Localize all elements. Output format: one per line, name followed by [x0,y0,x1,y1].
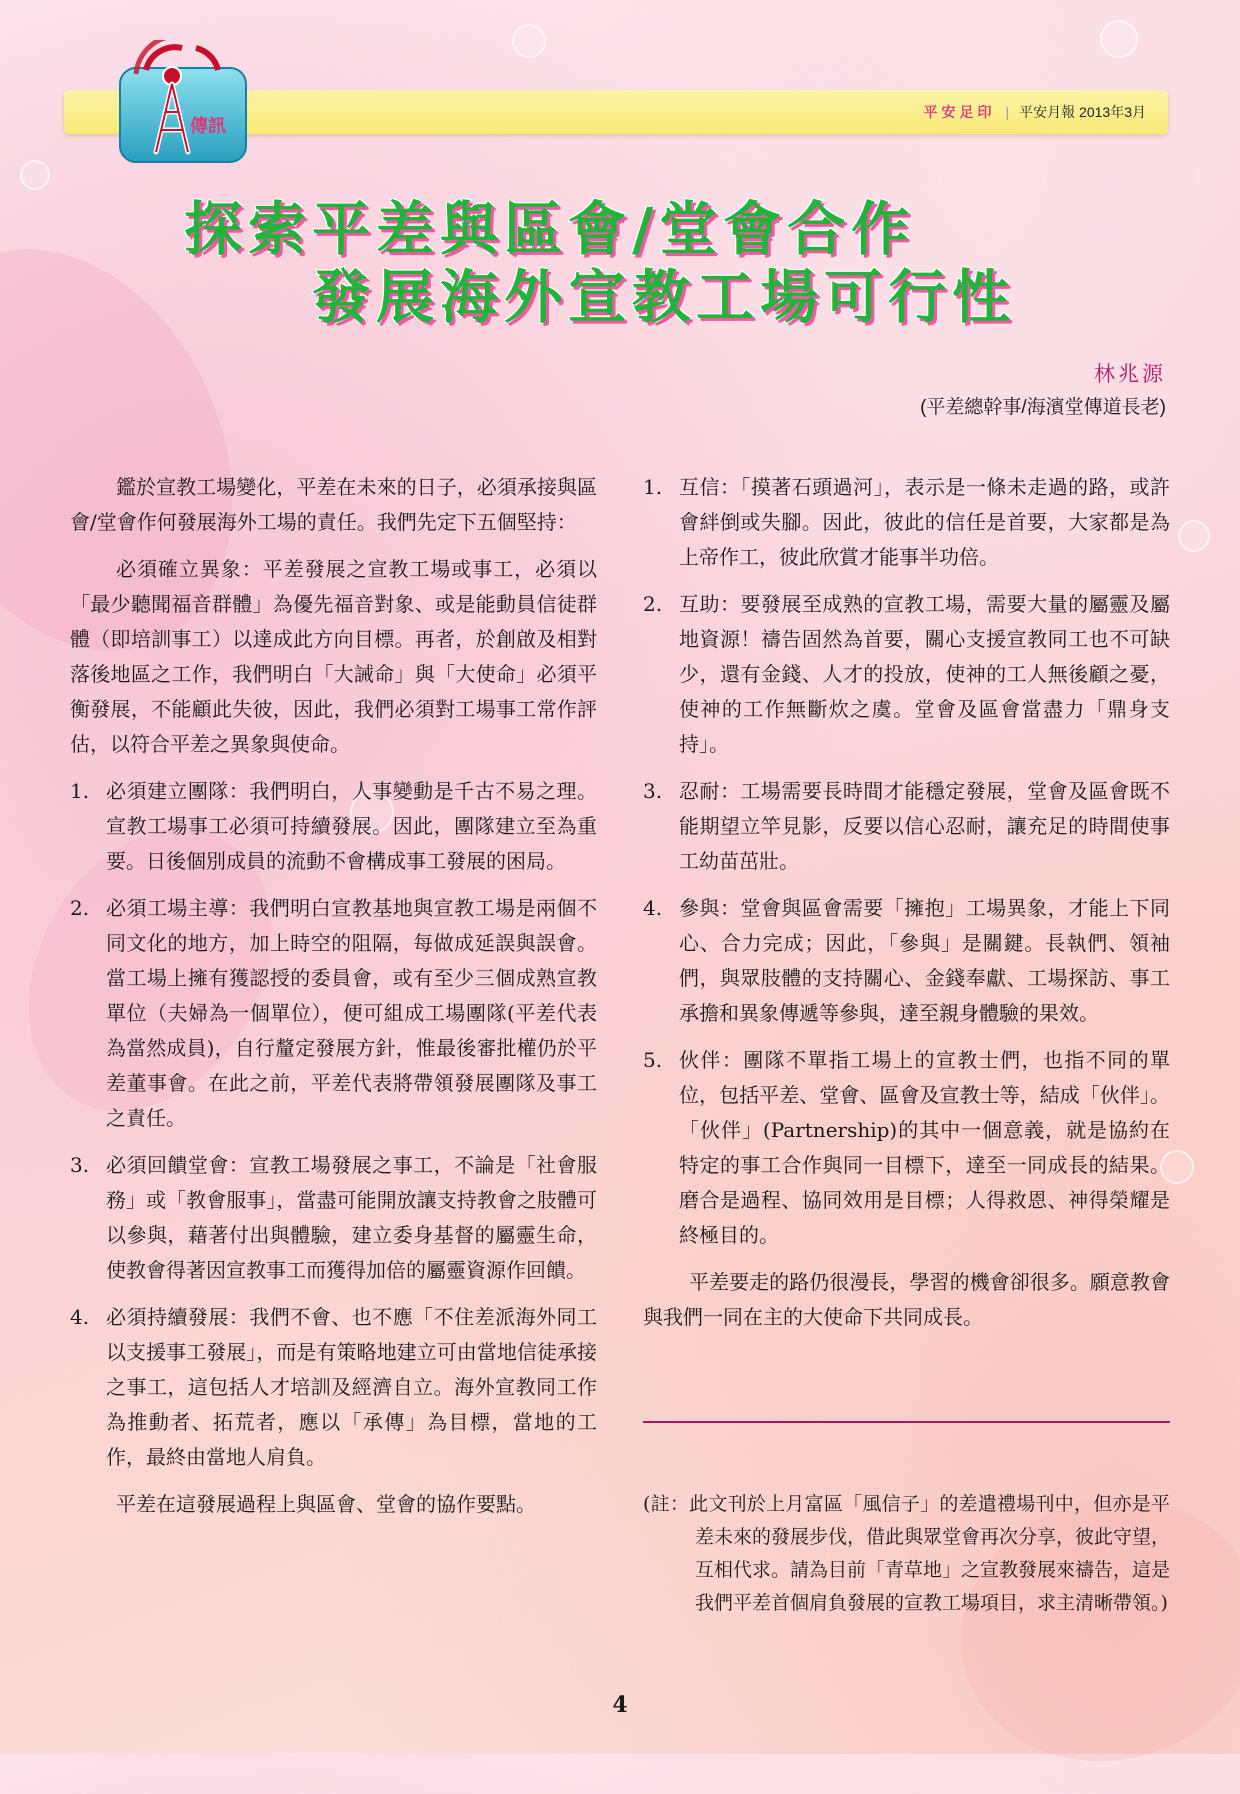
list-item [70,891,597,1136]
item-number: 3. [643,779,663,803]
article-title-line-2: 發展海外宣教工場可行性 [312,263,1017,331]
item-number: 2. [70,896,90,920]
intro-paragraph: 鑑於宣教工場變化，平差在未來的日子，必須承接與區會/堂會作何發展海外工場的責任。我們先定下五個堅持： [70,475,597,534]
antenna-icon [116,40,256,166]
background-bubble [20,160,50,190]
item-text: 伙伴：團隊不單指工場上的宣教士們，也指不同的單位，包括平差、堂會、區會及宣教士等，結成「伙伴」。「伙伴」(Partnership)的其中一個意義，就是協約在特定的事工合作與同一目標下，達至一同成長的結果。磨合是過程、協同效用是目標；人得救恩、神得榮耀是終極目的。 [679,1048,1170,1247]
footnote-lead: (註： [643,1493,690,1515]
header-info [924,102,1146,122]
list-item [70,774,597,879]
item-text: 必須持續發展：我們不會、也不應「不住差派海外同工以支援事工發展」，而是有策略地建立可由當地信徒承接之事工，這包括人才培訓及經濟自立。海外宣教同工作為推動者、拓荒者，應以「承傳」為目標，當地的工作，最終由當地人肩負。 [106,1305,597,1469]
item-text: 必須建立團隊：我們明白，人事變動是千古不易之理。宣教工場事工必須可持續發展。因此，團隊建立至為重要。日後個別成員的流動不會構成事工發展的困局。 [106,779,597,873]
section-divider [643,1421,1170,1423]
author-role: (平差總幹事/海濱堂傳道長老) [920,397,1166,418]
section-logo [116,40,256,166]
item-text: 參與：堂會與區會需要「擁抱」工場異象，才能上下同心、合力完成；因此，「參與」是關鍵。長執們、領袖們，與眾肢體的支持關心、金錢奉獻、工場探訪、事工承擔和異象傳遞等參與，達至親身體驗的果效。 [679,896,1170,1025]
item-number: 1. [70,779,90,803]
right-column [643,470,1170,1347]
item-text: 忍耐：工場需要長時間才能穩定發展，堂會及區會既不能期望立竿見影，反要以信心忍耐，讓充足的時間使事工幼苗茁壯。 [679,779,1170,873]
list-item [643,587,1170,762]
logo-label: 傳訊 [190,116,226,137]
list-item [70,1300,597,1475]
background-bubble [1178,520,1210,552]
item-text: 必須回饋堂會：宣教工場發展之事工，不論是「社會服務」或「教會服事」，當盡可能開放讓支持教會之肢體可以參與，藉著付出與體驗，建立委身基督的屬靈生命，使教會得著因宣教事工而獲得加倍的屬靈資源作回饋。 [106,1153,597,1282]
series-name: 平安足印 [923,104,996,120]
header-separator: | [1005,104,1010,120]
vision-paragraph: 必須確立異象：平差發展之宣教工場或事工，必須以「最少聽聞福音群體」為優先福音對象、或是能動員信徒群體（即培訓事工）以達成此方向目標。再者，於創啟及相對落後地區之工作，我們明白「大誡命」與「大使命」必須平衡發展，不能顧此失彼，因此，我們必須對工場事工常作評估，以符合平差之異象與使命。 [70,557,597,756]
item-number: 3. [70,1153,90,1177]
closing-paragraph: 平差要走的路仍很漫長，學習的機會卻很多。願意教會與我們一同在主的大使命下共同成長。 [643,1270,1170,1329]
background-bubble [512,24,546,58]
footnote [643,1488,1170,1620]
footnote-text: 此文刊於上月富區「風信子」的差遣禮場刊中，但亦是平差未來的發展步伐，借此與眾堂會再次分享，彼此守望，互相代求。請為目前「青草地」之宣教發展來禱告，這是我們平差首個肩負發展的宣教工場項目，求主清晰帶領。) [689,1493,1171,1614]
list-item [643,774,1170,879]
item-number: 2. [643,592,663,616]
list-item [643,470,1170,575]
list-item [643,891,1170,1031]
item-number: 5. [643,1048,663,1072]
item-number: 1. [643,475,663,499]
item-text: 必須工場主導：我們明白宣教基地與宣教工場是兩個不同文化的地方，加上時空的阻隔，每做成延誤與誤會。當工場上擁有獲認授的委員會，或有至少三個成熟宣教單位（夫婦為一個單位），便可組成工場團隊(平差代表為當然成員)，自行釐定發展方針，惟最後審批權仍於平差董事會。在此之前，平差代表將帶領發展團隊及事工之責任。 [106,896,597,1130]
page-number: 4 [612,1692,628,1718]
list-item [643,1043,1170,1253]
background-bubble [1100,20,1138,58]
left-column [70,470,597,1532]
item-number: 4. [70,1305,90,1329]
issue-label: 平安月報 2013年3月 [1019,104,1146,120]
author-name: 林兆源 [1094,363,1166,386]
item-number: 4. [643,896,663,920]
item-text: 互助：要發展至成熟的宣教工場，需要大量的屬靈及屬地資源！禱告固然為首要，關心支援宣教同工也不可缺少，還有金錢、人才的投放，使神的工人無後顧之憂，使神的工作無斷炊之虞。堂會及區會當盡力「鼎身支持」。 [679,592,1170,756]
closing-paragraph: 平差在這發展過程上與區會、堂會的協作要點。 [116,1492,536,1516]
item-text: 互信：「摸著石頭過河」，表示是一條未走過的路，或許會絆倒或失腳。因此，彼此的信任是首要，大家都是為上帝作工，彼此欣賞才能事半功倍。 [679,475,1170,569]
article-title-line-1: 探索平差與區會/堂會合作 [184,195,916,263]
list-item [70,1148,597,1288]
